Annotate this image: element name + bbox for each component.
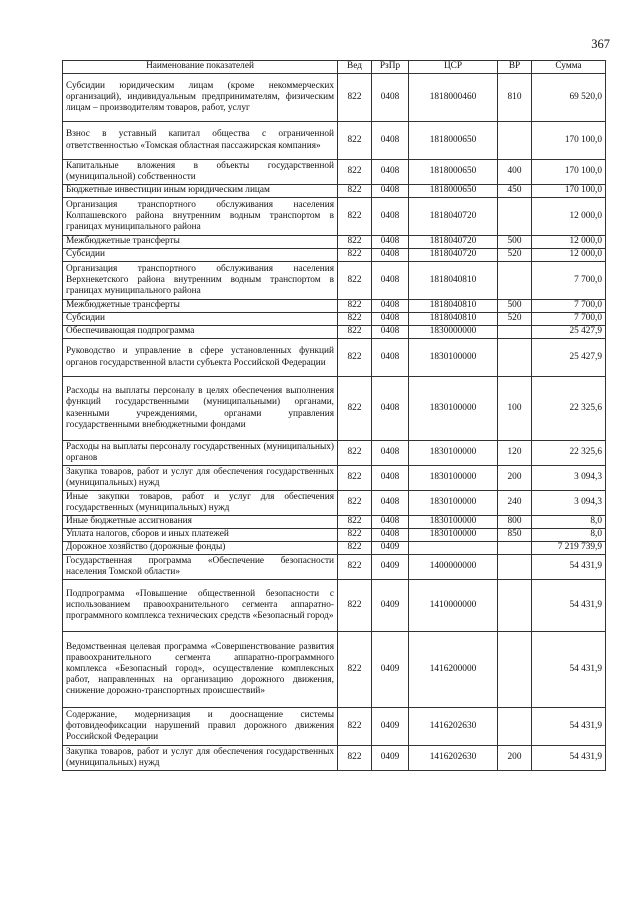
row-csr: 1830100000 [409, 441, 498, 466]
row-name: Закупка товаров, работ и услуг для обеспечения государственных (муниципальных) нужд [63, 466, 338, 491]
row-ved: 822 [338, 377, 372, 441]
row-vr [498, 326, 532, 339]
row-name: Бюджетные инвестиции иным юридическим лицам [63, 185, 338, 198]
row-rzpr: 0408 [372, 300, 409, 313]
row-rzpr: 0408 [372, 491, 409, 516]
row-name: Иные закупки товаров, работ и услуг для обеспечения государственных (муниципальных) нужд [63, 491, 338, 516]
row-sum: 3 094,3 [532, 491, 606, 516]
row-vr: 400 [498, 160, 532, 185]
row-ved: 822 [338, 491, 372, 516]
row-rzpr: 0409 [372, 708, 409, 746]
row-name: Межбюджетные трансферты [63, 236, 338, 249]
row-name: Государственная программа «Обеспечение безопасности населения Томской области» [63, 555, 338, 580]
table-row [63, 313, 606, 326]
row-rzpr: 0409 [372, 580, 409, 632]
row-ved: 822 [338, 74, 372, 122]
row-ved: 822 [338, 339, 372, 377]
row-ved: 822 [338, 198, 372, 236]
row-name: Содержание, модернизация и дооснащение системы фотовидеофиксации нарушений правил дорожного движения Российской Федерации [63, 708, 338, 746]
header-sum: Сумма [532, 61, 606, 74]
table-row [63, 160, 606, 185]
table-row [63, 249, 606, 262]
row-name: Межбюджетные трансферты [63, 300, 338, 313]
row-rzpr: 0408 [372, 529, 409, 542]
row-rzpr: 0408 [372, 516, 409, 529]
row-csr: 1818040810 [409, 313, 498, 326]
row-rzpr: 0408 [372, 326, 409, 339]
row-csr: 1416200000 [409, 632, 498, 708]
row-rzpr: 0408 [372, 466, 409, 491]
row-ved: 822 [338, 632, 372, 708]
row-csr: 1818040810 [409, 300, 498, 313]
row-sum: 54 431,9 [532, 580, 606, 632]
row-sum: 170 100,0 [532, 122, 606, 160]
row-name: Уплата налогов, сборов и иных платежей [63, 529, 338, 542]
row-csr: 1830100000 [409, 339, 498, 377]
row-rzpr: 0408 [372, 313, 409, 326]
row-sum: 7 700,0 [532, 262, 606, 300]
table-row [63, 632, 606, 708]
row-vr: 200 [498, 746, 532, 771]
row-rzpr: 0408 [372, 160, 409, 185]
row-sum: 25 427,9 [532, 339, 606, 377]
row-sum: 69 520,0 [532, 74, 606, 122]
row-vr: 500 [498, 300, 532, 313]
row-rzpr: 0409 [372, 542, 409, 555]
row-ved: 822 [338, 542, 372, 555]
row-sum: 22 325,6 [532, 441, 606, 466]
row-vr [498, 555, 532, 580]
row-rzpr: 0409 [372, 632, 409, 708]
table-row [63, 542, 606, 555]
row-csr: 1830000000 [409, 326, 498, 339]
row-ved: 822 [338, 555, 372, 580]
row-csr: 1410000000 [409, 580, 498, 632]
row-ved: 822 [338, 708, 372, 746]
row-csr: 1818040810 [409, 262, 498, 300]
header-rzpr: РзПр [372, 61, 409, 74]
table-row [63, 580, 606, 632]
row-ved: 822 [338, 249, 372, 262]
row-rzpr: 0408 [372, 249, 409, 262]
table-row [63, 185, 606, 198]
row-rzpr: 0409 [372, 555, 409, 580]
row-sum: 12 000,0 [532, 249, 606, 262]
row-sum: 8,0 [532, 529, 606, 542]
row-csr: 1818000650 [409, 122, 498, 160]
row-vr: 200 [498, 466, 532, 491]
table-row [63, 516, 606, 529]
row-vr: 800 [498, 516, 532, 529]
row-name: Подпрограмма «Повышение общественной безопасности с использованием правоохранительного сегмента аппаратно-программного комплекса технических средств «Безопасный город» [63, 580, 338, 632]
row-name: Взнос в уставный капитал общества с ограниченной ответственностью «Томская областная пассажирская компания» [63, 122, 338, 160]
row-name: Организация транспортного обслуживания населения Колпашевского района внутренним водным транспортом в границах муниципального района [63, 198, 338, 236]
row-ved: 822 [338, 160, 372, 185]
row-sum: 22 325,6 [532, 377, 606, 441]
row-rzpr: 0408 [372, 441, 409, 466]
header-csr: ЦСР [409, 61, 498, 74]
row-ved: 822 [338, 529, 372, 542]
row-csr: 1830100000 [409, 516, 498, 529]
table-row [63, 466, 606, 491]
row-csr: 1830100000 [409, 529, 498, 542]
row-vr: 850 [498, 529, 532, 542]
row-name: Руководство и управление в сфере установленных функций органов государственной власти субъекта Российской Федерации [63, 339, 338, 377]
row-vr: 240 [498, 491, 532, 516]
row-name: Субсидии юридическим лицам (кроме некоммерческих организаций), индивидуальным предпринимателям, физическим лицам – производителям товаров, работ, услуг [63, 74, 338, 122]
row-vr: 450 [498, 185, 532, 198]
table-header-row [63, 61, 606, 74]
table-row [63, 300, 606, 313]
table-row [63, 491, 606, 516]
row-csr: 1400000000 [409, 555, 498, 580]
row-vr [498, 339, 532, 377]
row-ved: 822 [338, 466, 372, 491]
table-row [63, 236, 606, 249]
row-rzpr: 0408 [372, 185, 409, 198]
row-vr [498, 262, 532, 300]
row-vr: 120 [498, 441, 532, 466]
row-rzpr: 0408 [372, 339, 409, 377]
row-csr: 1818000460 [409, 74, 498, 122]
row-sum: 170 100,0 [532, 185, 606, 198]
row-rzpr: 0408 [372, 262, 409, 300]
row-rzpr: 0409 [372, 746, 409, 771]
row-sum: 25 427,9 [532, 326, 606, 339]
row-rzpr: 0408 [372, 198, 409, 236]
row-ved: 822 [338, 580, 372, 632]
row-sum: 7 219 739,9 [532, 542, 606, 555]
row-sum: 7 700,0 [532, 313, 606, 326]
row-sum: 54 431,9 [532, 746, 606, 771]
row-csr: 1818000650 [409, 160, 498, 185]
row-sum: 170 100,0 [532, 160, 606, 185]
row-csr: 1830100000 [409, 377, 498, 441]
row-ved: 822 [338, 122, 372, 160]
row-csr: 1830100000 [409, 466, 498, 491]
row-sum: 12 000,0 [532, 198, 606, 236]
row-name: Обеспечивающая подпрограмма [63, 326, 338, 339]
row-name: Дорожное хозяйство (дорожные фонды) [63, 542, 338, 555]
row-ved: 822 [338, 262, 372, 300]
row-vr: 500 [498, 236, 532, 249]
row-ved: 822 [338, 300, 372, 313]
table-row [63, 377, 606, 441]
table-row [63, 441, 606, 466]
row-vr: 100 [498, 377, 532, 441]
row-ved: 822 [338, 185, 372, 198]
row-rzpr: 0408 [372, 236, 409, 249]
row-vr: 520 [498, 313, 532, 326]
row-csr: 1416202630 [409, 708, 498, 746]
row-csr: 1416202630 [409, 746, 498, 771]
table-row [63, 529, 606, 542]
row-ved: 822 [338, 441, 372, 466]
row-name: Субсидии [63, 249, 338, 262]
row-name: Закупка товаров, работ и услуг для обеспечения государственных (муниципальных) нужд [63, 746, 338, 771]
row-vr [498, 198, 532, 236]
row-sum: 12 000,0 [532, 236, 606, 249]
row-sum: 3 094,3 [532, 466, 606, 491]
row-sum: 54 431,9 [532, 632, 606, 708]
row-ved: 822 [338, 746, 372, 771]
row-name: Субсидии [63, 313, 338, 326]
table-row [63, 555, 606, 580]
row-vr: 810 [498, 74, 532, 122]
row-vr [498, 632, 532, 708]
row-ved: 822 [338, 236, 372, 249]
row-ved: 822 [338, 516, 372, 529]
row-rzpr: 0408 [372, 74, 409, 122]
row-ved: 822 [338, 326, 372, 339]
table-body [63, 74, 606, 771]
row-rzpr: 0408 [372, 122, 409, 160]
table-row [63, 708, 606, 746]
page-number: 367 [591, 37, 610, 51]
row-vr [498, 542, 532, 555]
table-row [63, 339, 606, 377]
row-name: Расходы на выплаты персоналу государственных (муниципальных) органов [63, 441, 338, 466]
row-csr: 1830100000 [409, 491, 498, 516]
row-name: Организация транспортного обслуживания населения Верхнекетского района внутренним водным транспортом в границах муниципального района [63, 262, 338, 300]
row-csr: 1818040720 [409, 198, 498, 236]
row-sum: 8,0 [532, 516, 606, 529]
row-rzpr: 0408 [372, 377, 409, 441]
table-row [63, 326, 606, 339]
table-row [63, 262, 606, 300]
row-name: Ведомственная целевая программа «Совершенствование развития правоохранительного сегмента аппаратно-программного комплекса «Безопасный город», осуществление комплексных работ, направленных на организацию дорожного движения, снижение дорожно-транспортных происшествий» [63, 632, 338, 708]
row-vr: 520 [498, 249, 532, 262]
header-name: Наименование показателей [63, 61, 338, 74]
budget-table [62, 60, 606, 771]
row-name: Иные бюджетные ассигнования [63, 516, 338, 529]
row-sum: 54 431,9 [532, 708, 606, 746]
row-csr [409, 542, 498, 555]
header-vr: ВР [498, 61, 532, 74]
row-vr [498, 580, 532, 632]
row-name: Капитальные вложения в объекты государственной (муниципальной) собственности [63, 160, 338, 185]
table-row [63, 122, 606, 160]
header-ved: Вед [338, 61, 372, 74]
row-vr [498, 708, 532, 746]
table-row [63, 198, 606, 236]
row-csr: 1818040720 [409, 236, 498, 249]
table-row [63, 746, 606, 771]
row-ved: 822 [338, 313, 372, 326]
row-vr [498, 122, 532, 160]
row-csr: 1818040720 [409, 249, 498, 262]
table-row [63, 74, 606, 122]
row-csr: 1818000650 [409, 185, 498, 198]
row-sum: 54 431,9 [532, 555, 606, 580]
row-sum: 7 700,0 [532, 300, 606, 313]
row-name: Расходы на выплаты персоналу в целях обеспечения выполнения функций государственными (муниципальными) органами, казенными учреждениями, органами управления государственными внебюджетными фондами [63, 377, 338, 441]
